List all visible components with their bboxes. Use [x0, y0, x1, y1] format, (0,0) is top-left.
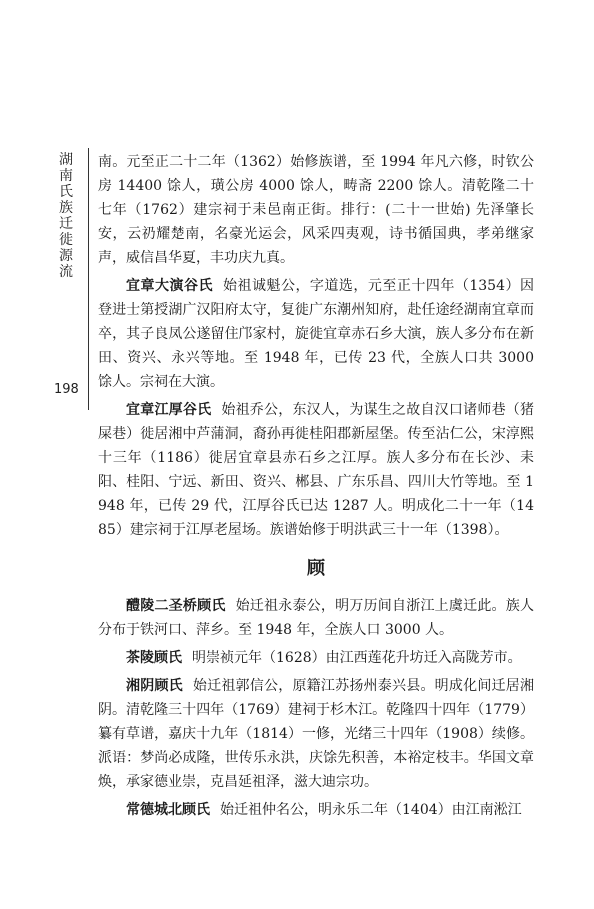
clan-name: 醴陵二圣桥顾氏: [126, 598, 226, 614]
paragraph-text: 始祖诚魁公，字道选，元至正十四年（1354）因登进士第授湖广汉阳府太守，复徙广东潮州知府，赴任途经湖南宜章而卒，其子良凤公遂留住邝家村，旋徙宜章赤石乡大演，族人多分布在新田、资兴、永兴等地。至 1948 年，已传 23 代，全族人口共 3000 馀人。宗祠在大演。: [98, 278, 534, 390]
clan-name: 宜章大演谷氏: [126, 278, 213, 294]
clan-name: 常德城北顾氏: [126, 802, 210, 818]
paragraph-text: 始迁祖郭信公，原籍江苏扬州泰兴县。明成化间迁居湘阴。清乾隆三十四年（1769）建祠于杉木江。乾隆四十四年（1779）纂有草谱，嘉庆十九年（1814）一修，光绪三十四年（1908）续修。派语：梦尚必成隆，世传乐永洪，庆馀先积善，本裕定枝丰。华国文章焕，承家德业崇，克昌延祖泽，滋大迪宗功。: [98, 678, 535, 790]
paragraph-text: 始迁祖仲名公，明永乐二年（1404）由江南淞江: [220, 802, 522, 818]
clan-name: 宜章江厚谷氏: [126, 402, 212, 418]
paragraph-text: 始迁祖永泰公，明万历间自浙江上虞迁此。族人分布于铁河口、萍乡。至 1948 年，全族人口 3000 人。: [98, 598, 535, 638]
paragraph: [98, 594, 534, 642]
paragraph: [98, 646, 534, 670]
clan-name: 茶陵顾氏: [126, 650, 182, 666]
paragraph: [98, 798, 534, 822]
paragraph: [98, 150, 534, 270]
paragraph-text: 南。元至正二十二年（1362）始修族谱，至 1994 年凡六修，时钦公房 14400 馀人，璜公房 4000 馀人，畴斋 2200 馀人。清乾隆二十七年（1762）建宗祠于耒邑南正街。排行：(二十一世始) 先泽肇长安，云礽耀楚南，名豪光运会，风采四夷观，诗书循国典，孝弟继家声，威信昌华夏，丰功庆九真。: [98, 154, 534, 266]
running-head-title: 湖南氏族迁徙源流: [59, 152, 73, 280]
paragraph: [98, 674, 534, 794]
paragraph: [98, 398, 534, 542]
clan-name: 湘阴顾氏: [126, 678, 183, 694]
section-heading: 顾: [307, 558, 325, 579]
paragraph-text: 明崇祯元年（1628）由江西莲花升坊迁入高陇芳市。: [192, 650, 522, 666]
margin-divider: [88, 148, 89, 410]
main-text: [98, 150, 534, 822]
paragraph: [98, 274, 534, 394]
page-number: 198: [54, 382, 79, 397]
paragraph-text: 始祖乔公，东汉人，为谋生之故自汉口诸师巷（猪屎巷）徙居湘中芦蒲洞，裔孙再徙桂阳郡新屋堡。传至沾仁公，宋淳熙十三年（1186）徙居宜章县赤石乡之江厚。族人多分布在长沙、耒阳、桂阳、宁远、新田、资兴、郴县、广东乐昌、四川大竹等地。至 1948 年，已传 29 代，江厚谷氏已达 1287 人。明成化二十一年（1485）建宗祠于江厚老屋场。族谱始修于明洪武三十一年（1398）。: [98, 402, 535, 538]
